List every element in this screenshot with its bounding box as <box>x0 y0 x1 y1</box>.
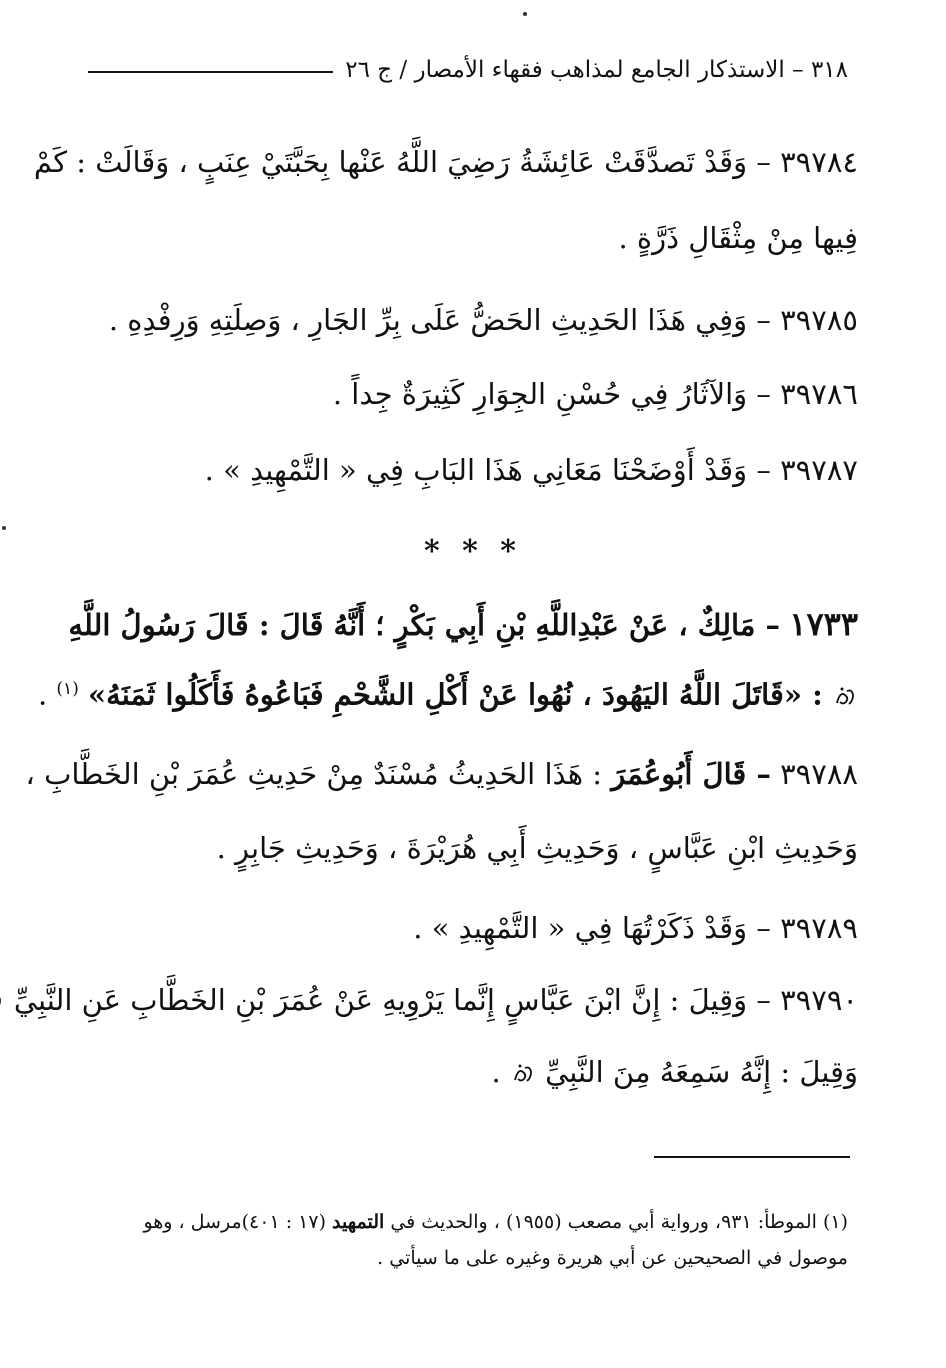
paragraph-number: ٣٩٧٨٨ <box>780 757 858 791</box>
paragraph-39786 <box>70 364 858 424</box>
paragraph-text: – وَقَدْ تَصدَّقَتْ عَائِشَةُ رَضِيَ اللَّهُ عَنْها بِحَبَّتَيْ عِنَبٍ ، وَقَالَتْ : كَمْ <box>33 145 771 179</box>
hadith-text: : «قَاتَلَ اللَّهُ اليَهُودَ ، نُهُوا عَنْ أَكْلِ الشَّحْمِ فَبَاعُوهُ فَأَكَلُوا ثَمَنَهُ» <box>88 677 823 712</box>
paragraph-end: . <box>491 1055 501 1089</box>
footnote <box>70 1204 848 1276</box>
paragraph-number: ٣٩٧٩٠ <box>780 983 858 1017</box>
footnote-text: (١٧ : ٤٠١)مرسل ، وهو <box>143 1211 326 1233</box>
paragraph-text: – وَالآثَارُ فِي حُسْنِ الجِوَارِ كَثِيرَةٌ جِداً . <box>332 377 771 411</box>
footnote-book-title: التمهيد <box>332 1211 385 1233</box>
running-header <box>88 48 848 92</box>
paragraph-text: وَقِيلَ : إِنَّهُ سَمِعَهُ مِنَ النَّبِيِّ <box>545 1055 858 1089</box>
author-label: – قَالَ أَبُوعُمَرَ <box>611 757 771 791</box>
salawat-ligature-icon <box>0 990 3 1014</box>
hadith-1733 <box>37 594 858 725</box>
paragraph-line <box>70 1042 858 1102</box>
paragraph-number: ٣٩٧٨٦ <box>780 377 858 411</box>
paragraph-line <box>13 970 858 1030</box>
paragraph-number: ٣٩٧٨٩ <box>780 911 858 945</box>
paragraph-39787 <box>70 440 858 500</box>
footnote-line <box>70 1240 848 1276</box>
paragraph-text: – وَقِيلَ : إِنَّ ابْنَ عَبَّاسٍ إِنَّما يَرْوِيهِ عَنْ عُمَرَ بْنِ الخَطَّابِ عَنِ النَّبِيِّ <box>13 983 771 1017</box>
footnote-rule <box>654 1156 850 1158</box>
paragraph-text: – وَقَدْ أَوْضَحْنَا مَعَانِي هَذَا البَابِ فِي « التَّمْهِيدِ » . <box>204 453 771 487</box>
paragraph-39784 <box>33 132 858 268</box>
paragraph-39789 <box>70 898 858 958</box>
paragraph-line <box>70 818 858 878</box>
paragraph-number: ٣٩٧٨٤ <box>780 145 858 179</box>
paragraph-line <box>37 659 858 725</box>
paragraph-number: ٣٩٧٨٧ <box>780 453 858 487</box>
paragraph-line <box>25 744 858 804</box>
paragraph-text: – وَفِي هَذَا الحَدِيثِ الحَضُّ عَلَى بِرِّ الجَارِ ، وَصِلَتِهِ وَرِفْدِهِ . <box>108 303 771 337</box>
salawat-ligature-icon <box>512 1062 534 1086</box>
paragraph-text: فِيها مِنْ مِثْقَالِ ذَرَّةٍ . <box>618 221 858 255</box>
paragraph-line <box>70 594 858 655</box>
paragraph-text: – وَقَدْ ذَكَرْتُهَا فِي « التَّمْهِيدِ » . <box>413 911 771 945</box>
running-title: ٣١٨ – الاستذكار الجامع لمذاهب فقهاء الأمصار / ج ٢٦ <box>345 57 848 83</box>
footnote-text: موصول في الصحيحين عن أبي هريرة وغيره على ما سيأتي . <box>377 1247 848 1269</box>
section-separator: * * * <box>424 534 522 569</box>
paragraph-39788 <box>25 744 858 878</box>
hadith-text: – مَالِكٌ ، عَنْ عَبْدِاللَّهِ بْنِ أَبِي بَكْرٍ ؛ أَنَّهُ قَالَ : قَالَ رَسُولُ اللَّهِ <box>68 608 781 642</box>
footnote-text: (١) الموطأ: ٩٣١، ورواية أبي مصعب (١٩٥٥) ، والحديث في <box>390 1211 848 1233</box>
scan-speck <box>523 12 527 16</box>
paragraph-text: وَحَدِيثِ ابْنِ عَبَّاسٍ ، وَحَدِيثِ أَبِي هُرَيْرَةَ ، وَحَدِيثِ جَابِرٍ . <box>216 831 858 865</box>
salawat-ligature-icon <box>834 685 856 709</box>
footnote-ref: (١) <box>56 679 79 699</box>
paragraph-end: . <box>37 677 48 712</box>
scan-speck <box>2 526 6 530</box>
header-rule <box>88 71 333 73</box>
hadith-number: ١٧٣٣ <box>789 605 858 643</box>
paragraph-39785 <box>70 290 858 350</box>
paragraph-line <box>70 208 858 268</box>
paragraph-39790 <box>13 970 858 1102</box>
paragraph-line <box>33 132 858 192</box>
paragraph-text: : هَذَا الحَدِيثُ مُسْنَدٌ مِنْ حَدِيثِ عُمَرَ بْنِ الخَطَّابِ ، <box>25 757 603 791</box>
footnote-line <box>70 1204 848 1240</box>
paragraph-number: ٣٩٧٨٥ <box>780 303 858 337</box>
